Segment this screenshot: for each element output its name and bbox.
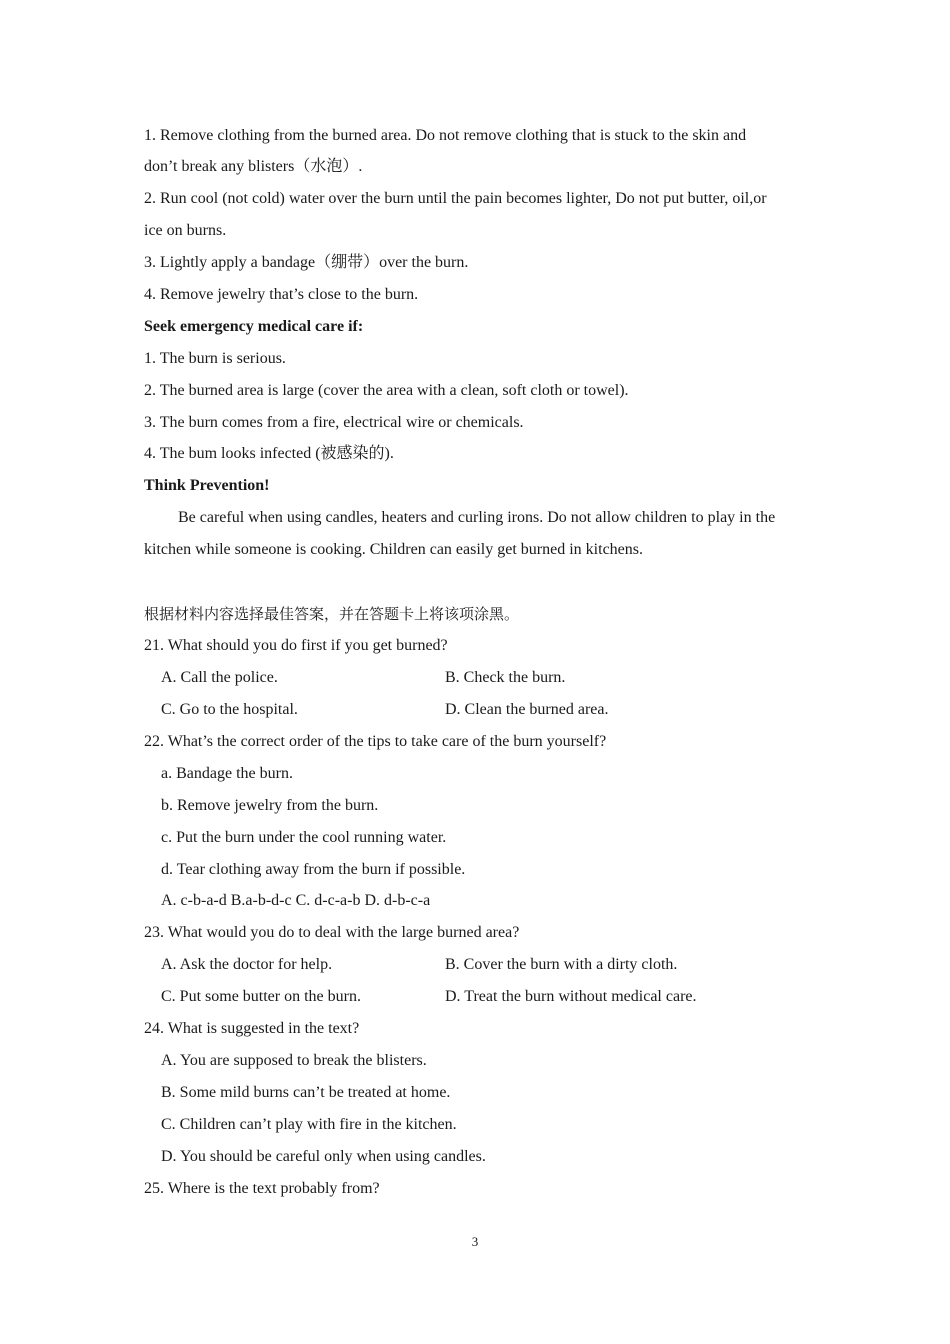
q23-stem: 23. What would you do to deal with the large burned area? [144,924,520,941]
step-2-line-2: ice on burns. [144,222,227,239]
q24-option-b: B. Some mild burns can’t be treated at home. [161,1084,451,1101]
q21-option-c: C. Go to the hospital. [161,701,298,718]
step-1-line-1: 1. Remove clothing from the burned area. Do not remove clothing that is stuck to the skin and [144,127,747,144]
q24-option-a: A. You are supposed to break the blisters. [161,1052,427,1069]
q22-options: A. c-b-a-d B.a-b-d-c C. d-c-a-b D. d-b-c-a [161,892,431,909]
q22-stem: 22. What’s the correct order of the tips to take care of the burn yourself? [144,733,607,750]
q22-step-a: a. Bandage the burn. [161,765,293,782]
q23-option-a: A. Ask the doctor for help. [161,956,333,973]
page-number: 3 [471,1234,479,1249]
q21-option-d: D. Clean the burned area. [445,701,609,718]
q23-option-c: C. Put some butter on the burn. [161,988,361,1005]
q22-step-d: d. Tear clothing away from the burn if possible. [161,861,466,878]
q24-stem: 24. What is suggested in the text? [144,1020,360,1037]
q22-step-c: c. Put the burn under the cool running water. [161,829,447,846]
q25-stem: 25. Where is the text probably from? [144,1180,380,1197]
step-2-line-1: 2. Run cool (not cold) water over the burn until the pain becomes lighter, Do not put butter, oil,or [144,190,767,207]
emergency-item-2: 2. The burned area is large (cover the area with a clean, soft cloth or towel). [144,382,629,399]
q23-option-d: D. Treat the burn without medical care. [445,988,697,1005]
q21-option-a: A. Call the police. [161,669,278,686]
prevention-line-1: Be careful when using candles, heaters and curling irons. Do not allow children to play in the [178,509,776,526]
q22-step-b: b. Remove jewelry from the burn. [161,797,379,814]
prevention-line-2: kitchen while someone is cooking. Children can easily get burned in kitchens. [144,541,643,558]
step-1-line-2: don’t break any blisters（水泡）. [144,158,363,175]
q21-stem: 21. What should you do first if you get burned? [144,637,448,654]
q21-option-b: B. Check the burn. [445,669,566,686]
step-3: 3. Lightly apply a bandage（绷带）over the burn. [144,254,469,271]
instruction: 根据材料内容选择最佳答案，并在答题卡上将该项涂黑。 [144,605,520,623]
prevention-heading: Think Prevention! [144,477,270,494]
emergency-item-1: 1. The burn is serious. [144,350,286,367]
emergency-item-3: 3. The burn comes from a fire, electrical wire or chemicals. [144,414,524,431]
q24-option-c: C. Children can’t play with fire in the kitchen. [161,1116,457,1133]
q23-option-b: B. Cover the burn with a dirty cloth. [445,956,678,973]
q24-option-d: D. You should be careful only when using candles. [161,1148,486,1165]
emergency-heading: Seek emergency medical care if: [144,318,364,335]
step-4: 4. Remove jewelry that’s close to the burn. [144,286,419,303]
emergency-item-4: 4. The bum looks infected (被感染的). [144,445,394,462]
